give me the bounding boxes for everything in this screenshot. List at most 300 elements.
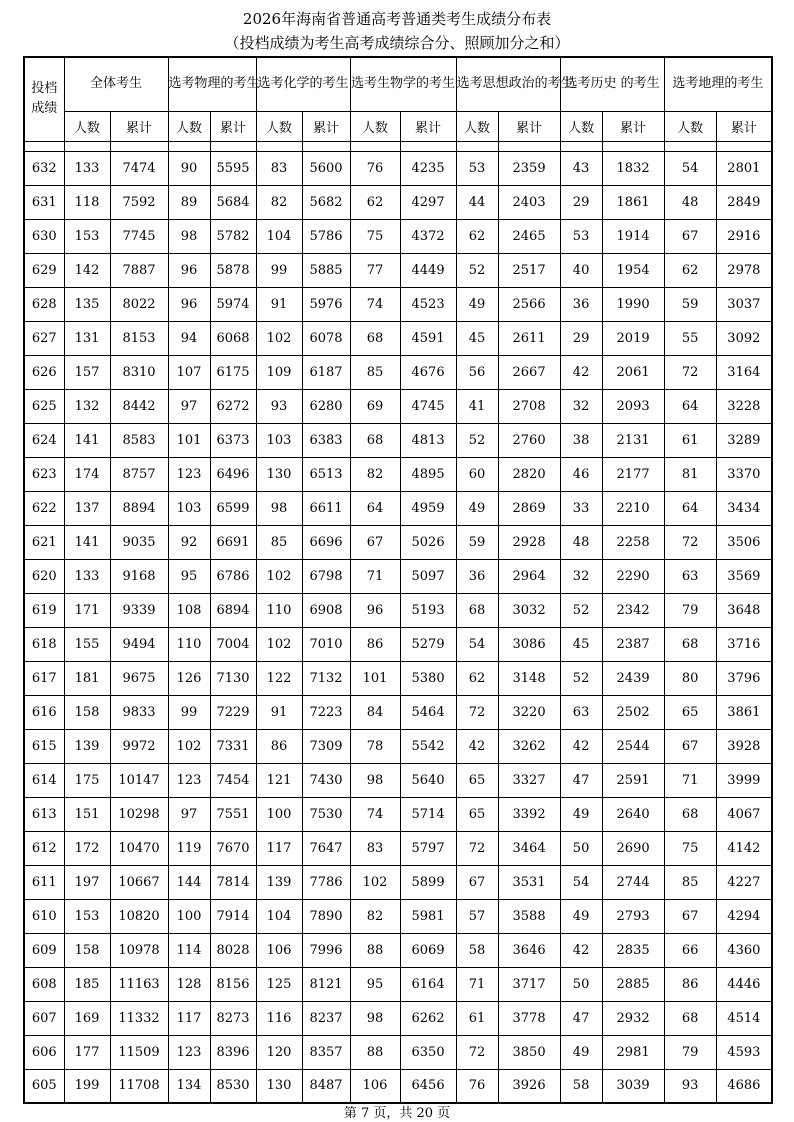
score-cell: 617	[24, 661, 64, 695]
cumulative-cell: 10298	[110, 797, 168, 831]
subheader-count: 人数	[64, 111, 110, 141]
cumulative-cell: 7551	[210, 797, 256, 831]
score-cell: 605	[24, 1069, 64, 1103]
cumulative-cell: 2061	[602, 355, 664, 389]
score-cell: 618	[24, 627, 64, 661]
score-cell: 616	[24, 695, 64, 729]
cumulative-cell: 6068	[210, 321, 256, 355]
score-cell: 620	[24, 559, 64, 593]
count-cell: 67	[350, 525, 400, 559]
cumulative-cell: 2465	[498, 219, 560, 253]
count-cell: 84	[350, 695, 400, 729]
table-row	[24, 219, 772, 253]
cumulative-cell: 4591	[400, 321, 456, 355]
cumulative-cell: 8530	[210, 1069, 256, 1103]
subheader-cumulative: 累计	[498, 111, 560, 141]
table-row	[24, 253, 772, 287]
table-row	[24, 695, 772, 729]
cumulative-cell: 4297	[400, 185, 456, 219]
table-row	[24, 627, 772, 661]
count-cell: 55	[664, 321, 716, 355]
cumulative-cell: 2640	[602, 797, 664, 831]
cumulative-cell: 2591	[602, 763, 664, 797]
cumulative-cell: 3646	[498, 933, 560, 967]
count-cell: 68	[664, 1001, 716, 1035]
count-cell: 72	[664, 525, 716, 559]
cumulative-cell: 5976	[302, 287, 350, 321]
subheader-row	[24, 111, 772, 141]
cumulative-cell: 3262	[498, 729, 560, 763]
cumulative-cell: 3796	[716, 661, 772, 695]
cumulative-cell: 6069	[400, 933, 456, 967]
cumulative-cell: 3928	[716, 729, 772, 763]
table-row	[24, 287, 772, 321]
cumulative-cell: 3464	[498, 831, 560, 865]
cumulative-cell: 6496	[210, 457, 256, 491]
cumulative-cell: 3716	[716, 627, 772, 661]
subheader-count: 人数	[560, 111, 602, 141]
cumulative-cell: 4142	[716, 831, 772, 865]
score-cell: 630	[24, 219, 64, 253]
count-cell: 181	[64, 661, 110, 695]
cumulative-cell: 2932	[602, 1001, 664, 1035]
count-cell: 95	[350, 967, 400, 1001]
page-footer: 第 7 页，共 20 页	[343, 1106, 451, 1121]
group-header-physics: 选考物理的考生	[168, 57, 256, 111]
count-cell: 41	[456, 389, 498, 423]
count-cell: 123	[168, 1035, 210, 1069]
cumulative-cell: 9494	[110, 627, 168, 661]
count-cell: 120	[256, 1035, 302, 1069]
score-column-header: 投档成绩	[24, 57, 64, 141]
cumulative-cell: 8121	[302, 967, 350, 1001]
cumulative-cell: 4360	[716, 933, 772, 967]
cumulative-cell: 2981	[602, 1035, 664, 1069]
cumulative-cell: 3148	[498, 661, 560, 695]
cumulative-cell: 2177	[602, 457, 664, 491]
count-cell: 79	[664, 1035, 716, 1069]
cumulative-cell: 1832	[602, 151, 664, 185]
count-cell: 45	[456, 321, 498, 355]
count-cell: 58	[456, 933, 498, 967]
count-cell: 171	[64, 593, 110, 627]
count-cell: 32	[560, 389, 602, 423]
table-row	[24, 491, 772, 525]
cumulative-cell: 8237	[302, 1001, 350, 1035]
count-cell: 42	[456, 729, 498, 763]
cumulative-cell: 5026	[400, 525, 456, 559]
subheader-count: 人数	[168, 111, 210, 141]
cumulative-cell: 3569	[716, 559, 772, 593]
count-cell: 67	[664, 729, 716, 763]
cumulative-cell: 3778	[498, 1001, 560, 1035]
cumulative-cell: 2667	[498, 355, 560, 389]
count-cell: 64	[664, 491, 716, 525]
cumulative-cell: 9339	[110, 593, 168, 627]
count-cell: 48	[560, 525, 602, 559]
cumulative-cell: 4514	[716, 1001, 772, 1035]
table-row	[24, 185, 772, 219]
count-cell: 95	[168, 559, 210, 593]
count-cell: 135	[64, 287, 110, 321]
score-cell: 626	[24, 355, 64, 389]
cumulative-cell: 7130	[210, 661, 256, 695]
count-cell: 52	[456, 253, 498, 287]
score-cell: 624	[24, 423, 64, 457]
cumulative-cell: 8357	[302, 1035, 350, 1069]
cumulative-cell: 8022	[110, 287, 168, 321]
count-cell: 102	[350, 865, 400, 899]
count-cell: 72	[456, 831, 498, 865]
count-cell: 158	[64, 933, 110, 967]
count-cell: 49	[560, 1035, 602, 1069]
cumulative-cell: 4745	[400, 389, 456, 423]
cumulative-cell: 2611	[498, 321, 560, 355]
table-row	[24, 899, 772, 933]
count-cell: 98	[168, 219, 210, 253]
cumulative-cell: 2566	[498, 287, 560, 321]
cumulative-cell: 5279	[400, 627, 456, 661]
cumulative-cell: 11708	[110, 1069, 168, 1103]
count-cell: 141	[64, 525, 110, 559]
cumulative-cell: 8156	[210, 967, 256, 1001]
count-cell: 80	[664, 661, 716, 695]
count-cell: 104	[256, 219, 302, 253]
subheader-cumulative: 累计	[602, 111, 664, 141]
count-cell: 67	[456, 865, 498, 899]
count-cell: 63	[664, 559, 716, 593]
count-cell: 106	[350, 1069, 400, 1103]
count-cell: 185	[64, 967, 110, 1001]
cumulative-cell: 5786	[302, 219, 350, 253]
cumulative-cell: 5878	[210, 253, 256, 287]
cumulative-cell: 7132	[302, 661, 350, 695]
count-cell: 106	[256, 933, 302, 967]
count-cell: 172	[64, 831, 110, 865]
count-cell: 133	[64, 559, 110, 593]
cumulative-cell: 2928	[498, 525, 560, 559]
count-cell: 47	[560, 763, 602, 797]
cumulative-cell: 3289	[716, 423, 772, 457]
count-cell: 88	[350, 1035, 400, 1069]
cumulative-cell: 3588	[498, 899, 560, 933]
count-cell: 100	[256, 797, 302, 831]
count-cell: 72	[456, 695, 498, 729]
count-cell: 144	[168, 865, 210, 899]
count-cell: 177	[64, 1035, 110, 1069]
cumulative-cell: 6164	[400, 967, 456, 1001]
cumulative-cell: 6350	[400, 1035, 456, 1069]
score-cell: 606	[24, 1035, 64, 1069]
count-cell: 49	[560, 899, 602, 933]
count-cell: 42	[560, 729, 602, 763]
count-cell: 91	[256, 695, 302, 729]
count-cell: 71	[456, 967, 498, 1001]
score-cell: 612	[24, 831, 64, 865]
count-cell: 82	[256, 185, 302, 219]
cumulative-cell: 5714	[400, 797, 456, 831]
cumulative-cell: 3506	[716, 525, 772, 559]
cumulative-cell: 4813	[400, 423, 456, 457]
cumulative-cell: 3370	[716, 457, 772, 491]
cumulative-cell: 7530	[302, 797, 350, 831]
cumulative-cell: 9833	[110, 695, 168, 729]
cumulative-cell: 5193	[400, 593, 456, 627]
cumulative-cell: 2210	[602, 491, 664, 525]
count-cell: 98	[350, 763, 400, 797]
count-cell: 67	[664, 899, 716, 933]
count-cell: 50	[560, 967, 602, 1001]
cumulative-cell: 2708	[498, 389, 560, 423]
cumulative-cell: 2801	[716, 151, 772, 185]
cumulative-cell: 6908	[302, 593, 350, 627]
cumulative-cell: 3531	[498, 865, 560, 899]
score-cell: 608	[24, 967, 64, 1001]
count-cell: 68	[456, 593, 498, 627]
count-cell: 46	[560, 457, 602, 491]
count-cell: 96	[168, 253, 210, 287]
cumulative-cell: 6175	[210, 355, 256, 389]
count-cell: 40	[560, 253, 602, 287]
count-cell: 76	[456, 1069, 498, 1103]
table-row	[24, 729, 772, 763]
cumulative-cell: 3327	[498, 763, 560, 797]
count-cell: 36	[560, 287, 602, 321]
cumulative-cell: 5885	[302, 253, 350, 287]
cumulative-cell: 6786	[210, 559, 256, 593]
cumulative-cell: 4676	[400, 355, 456, 389]
count-cell: 142	[64, 253, 110, 287]
cumulative-cell: 1861	[602, 185, 664, 219]
count-cell: 96	[168, 287, 210, 321]
count-cell: 49	[560, 797, 602, 831]
cumulative-cell: 7647	[302, 831, 350, 865]
cumulative-cell: 2403	[498, 185, 560, 219]
cumulative-cell: 7223	[302, 695, 350, 729]
count-cell: 90	[168, 151, 210, 185]
count-cell: 60	[456, 457, 498, 491]
count-cell: 79	[664, 593, 716, 627]
cumulative-cell: 2744	[602, 865, 664, 899]
subheader-count: 人数	[664, 111, 716, 141]
count-cell: 82	[350, 457, 400, 491]
count-cell: 68	[664, 627, 716, 661]
count-cell: 153	[64, 899, 110, 933]
count-cell: 54	[560, 865, 602, 899]
cumulative-cell: 5640	[400, 763, 456, 797]
count-cell: 49	[456, 491, 498, 525]
count-cell: 69	[350, 389, 400, 423]
score-cell: 632	[24, 151, 64, 185]
count-cell: 119	[168, 831, 210, 865]
cumulative-cell: 9035	[110, 525, 168, 559]
count-cell: 44	[456, 185, 498, 219]
count-cell: 141	[64, 423, 110, 457]
cumulative-cell: 5380	[400, 661, 456, 695]
cumulative-cell: 6187	[302, 355, 350, 389]
count-cell: 72	[456, 1035, 498, 1069]
cumulative-cell: 3037	[716, 287, 772, 321]
table-row	[24, 831, 772, 865]
count-cell: 93	[664, 1069, 716, 1103]
count-cell: 52	[560, 661, 602, 695]
cumulative-cell: 11509	[110, 1035, 168, 1069]
count-cell: 139	[64, 729, 110, 763]
page-title: 2026年海南省普通高考普通类考生成绩分布表	[242, 10, 552, 28]
cumulative-cell: 2835	[602, 933, 664, 967]
cumulative-cell: 7786	[302, 865, 350, 899]
cumulative-cell: 7454	[210, 763, 256, 797]
cumulative-cell: 5595	[210, 151, 256, 185]
cumulative-cell: 7592	[110, 185, 168, 219]
count-cell: 32	[560, 559, 602, 593]
subheader-count: 人数	[256, 111, 302, 141]
table-body	[24, 141, 772, 1103]
count-cell: 29	[560, 321, 602, 355]
count-cell: 86	[350, 627, 400, 661]
cumulative-cell: 6611	[302, 491, 350, 525]
count-cell: 53	[560, 219, 602, 253]
count-cell: 86	[664, 967, 716, 1001]
count-cell: 102	[256, 559, 302, 593]
count-cell: 66	[664, 933, 716, 967]
cumulative-cell: 11332	[110, 1001, 168, 1035]
count-cell: 58	[560, 1069, 602, 1103]
cumulative-cell: 6383	[302, 423, 350, 457]
score-cell: 631	[24, 185, 64, 219]
cumulative-cell: 9972	[110, 729, 168, 763]
count-cell: 83	[350, 831, 400, 865]
count-cell: 123	[168, 457, 210, 491]
table-row	[24, 321, 772, 355]
table-row	[24, 763, 772, 797]
score-cell: 622	[24, 491, 64, 525]
cumulative-cell: 4593	[716, 1035, 772, 1069]
count-cell: 130	[256, 457, 302, 491]
count-cell: 101	[168, 423, 210, 457]
count-cell: 107	[168, 355, 210, 389]
count-cell: 36	[456, 559, 498, 593]
count-cell: 157	[64, 355, 110, 389]
table-row	[24, 797, 772, 831]
count-cell: 83	[256, 151, 302, 185]
count-cell: 130	[256, 1069, 302, 1103]
table-row	[24, 593, 772, 627]
cumulative-cell: 7890	[302, 899, 350, 933]
score-cell: 614	[24, 763, 64, 797]
cumulative-cell: 6078	[302, 321, 350, 355]
count-cell: 68	[350, 423, 400, 457]
cumulative-cell: 5542	[400, 729, 456, 763]
subheader-cumulative: 累计	[716, 111, 772, 141]
score-cell: 611	[24, 865, 64, 899]
cumulative-cell: 5682	[302, 185, 350, 219]
score-cell: 621	[24, 525, 64, 559]
subheader-cumulative: 累计	[210, 111, 256, 141]
cumulative-cell: 10470	[110, 831, 168, 865]
count-cell: 62	[350, 185, 400, 219]
table-row	[24, 423, 772, 457]
cumulative-cell: 5464	[400, 695, 456, 729]
count-cell: 99	[168, 695, 210, 729]
cumulative-cell: 2978	[716, 253, 772, 287]
count-cell: 101	[350, 661, 400, 695]
group-header-politics: 选考思想政治的考生	[456, 57, 560, 111]
cumulative-cell: 6696	[302, 525, 350, 559]
subheader-cumulative: 累计	[302, 111, 350, 141]
table-row	[24, 1035, 772, 1069]
table-row	[24, 1001, 772, 1035]
count-cell: 63	[560, 695, 602, 729]
count-cell: 155	[64, 627, 110, 661]
cumulative-cell: 3032	[498, 593, 560, 627]
count-cell: 123	[168, 763, 210, 797]
count-cell: 109	[256, 355, 302, 389]
count-cell: 42	[560, 355, 602, 389]
count-cell: 65	[456, 797, 498, 831]
count-cell: 108	[168, 593, 210, 627]
cumulative-cell: 2760	[498, 423, 560, 457]
cumulative-cell: 2869	[498, 491, 560, 525]
count-cell: 65	[664, 695, 716, 729]
count-cell: 61	[664, 423, 716, 457]
count-cell: 199	[64, 1069, 110, 1103]
count-cell: 102	[168, 729, 210, 763]
count-cell: 52	[560, 593, 602, 627]
count-cell: 33	[560, 491, 602, 525]
score-cell: 623	[24, 457, 64, 491]
count-cell: 54	[456, 627, 498, 661]
count-cell: 91	[256, 287, 302, 321]
cumulative-cell: 10820	[110, 899, 168, 933]
count-cell: 139	[256, 865, 302, 899]
count-cell: 134	[168, 1069, 210, 1103]
cumulative-cell: 7004	[210, 627, 256, 661]
count-cell: 43	[560, 151, 602, 185]
cumulative-cell: 4686	[716, 1069, 772, 1103]
subheader-cumulative: 累计	[400, 111, 456, 141]
cumulative-cell: 3086	[498, 627, 560, 661]
cumulative-cell: 3164	[716, 355, 772, 389]
cumulative-cell: 2019	[602, 321, 664, 355]
cumulative-cell: 7745	[110, 219, 168, 253]
count-cell: 137	[64, 491, 110, 525]
cumulative-cell: 4067	[716, 797, 772, 831]
cumulative-cell: 2517	[498, 253, 560, 287]
count-cell: 64	[350, 491, 400, 525]
count-cell: 97	[168, 797, 210, 831]
cumulative-cell: 9168	[110, 559, 168, 593]
table-row	[24, 151, 772, 185]
count-cell: 74	[350, 797, 400, 831]
cumulative-cell: 6513	[302, 457, 350, 491]
count-cell: 116	[256, 1001, 302, 1035]
cumulative-cell: 3926	[498, 1069, 560, 1103]
count-cell: 133	[64, 151, 110, 185]
cumulative-cell: 7309	[302, 729, 350, 763]
subheader-cumulative: 累计	[110, 111, 168, 141]
count-cell: 38	[560, 423, 602, 457]
cumulative-cell: 10147	[110, 763, 168, 797]
count-cell: 99	[256, 253, 302, 287]
table-row	[24, 355, 772, 389]
cumulative-cell: 1954	[602, 253, 664, 287]
group-header-geography: 选考地理的考生	[664, 57, 772, 111]
table-row	[24, 865, 772, 899]
count-cell: 29	[560, 185, 602, 219]
cumulative-cell: 8153	[110, 321, 168, 355]
cumulative-cell: 4294	[716, 899, 772, 933]
